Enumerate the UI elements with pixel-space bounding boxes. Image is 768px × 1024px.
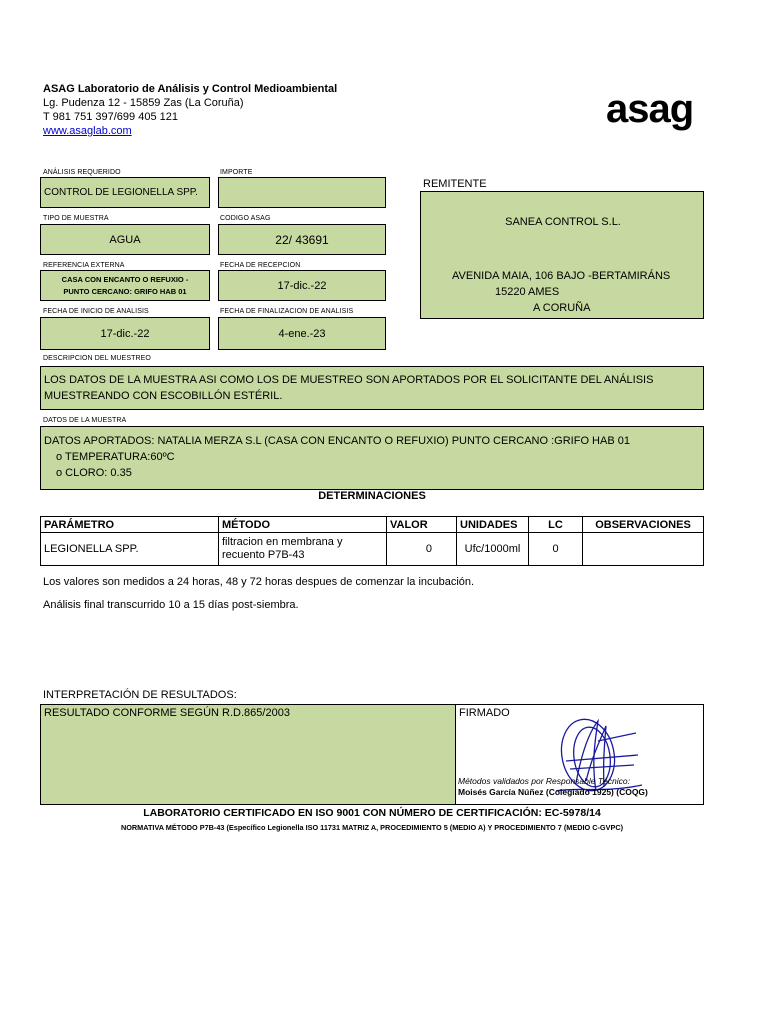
datos-label: DATOS DE LA MUESTRA [43,417,127,424]
datos-line3: o CLORO: 0.35 [56,467,132,479]
recepcion-label: FECHA DE RECEPCION [220,262,301,269]
header-valor: VALOR [387,517,457,533]
importe-field [218,177,386,208]
cell-valor: 0 [387,533,457,566]
note-line2: Análisis final transcurrido 10 a 15 días post-siembra. [43,599,299,611]
remitente-province: A CORUÑA [533,302,591,314]
table-header-row [41,517,704,533]
lab-address: Lg. Pudenza 12 - 15859 Zas (La Coruña) [43,97,244,109]
metodo-line1: filtracion en membrana y [222,536,343,548]
remitente-street: AVENIDA MAIA, 106 BAJO -BERTAMIRÁNS [452,270,671,282]
referencia-field [40,270,210,301]
tipo-label: TIPO DE MUESTRA [43,215,109,222]
remitente-postal: 15220 AMES [495,286,560,298]
remitente-label: REMITENTE [423,178,487,190]
header-parametro: PARÁMETRO [41,517,219,533]
descripcion-label: DESCRIPCION DEL MUESTREO [43,355,151,362]
tipo-field: AGUA [40,224,210,255]
referencia-line2: PUNTO CERCANO: GRIFO HAB 01 [63,287,187,296]
metodo-line2: recuento P7B-43 [222,549,305,561]
finalizacion-label: FECHA DE FINALIZACION DE ANALISIS [220,308,354,315]
lab-name: ASAG Laboratorio de Análisis y Control Medioambiental [43,83,338,95]
referencia-line1: CASA CON ENCANTO O REFUXIO - [61,275,189,284]
interpretacion-label: INTERPRETACIÓN DE RESULTADOS: [43,689,237,701]
cell-lc: 0 [529,533,583,566]
cell-observaciones [583,533,704,566]
determinaciones-table [40,516,704,566]
lab-header [43,82,337,138]
header-unidades: UNIDADES [457,517,529,533]
metodos-line1: Métodos validados por Responsable Técnico: [458,776,630,786]
header-observaciones: OBSERVACIONES [583,517,704,533]
descripcion-line1: LOS DATOS DE LA MUESTRA ASI COMO LOS DE MUESTREO SON APORTADOS POR EL SOLICITANTE DEL ANÁLISIS [44,374,654,386]
footer-normativa: NORMATIVA MÉTODO P7B-43 (Específico Legionella ISO 11731 MATRIZ A, PROCEDIMIENTO 5 (MEDIO A) Y PROCEDIMIENTO 7 (MEDIO C-GVPC) [120,823,624,832]
cell-metodo [219,533,387,566]
lab-phone: T 981 751 397/699 405 121 [43,111,178,123]
recepcion-field: 17-dic.-22 [218,270,386,301]
metodos-line2: Moisés García Núñez (Colegiado 1925) (COQG) [458,787,648,797]
datos-box [40,426,704,490]
website-link[interactable]: www.asaglab.com [43,125,132,137]
datos-line2: o TEMPERATURA:60ºC [56,451,175,463]
descripcion-line2: MUESTREANDO CON ESCOBILLÓN ESTÉRIL. [44,390,283,402]
importe-label: IMPORTE [220,169,253,176]
firmado-box [455,704,704,805]
header-metodo: MÉTODO [219,517,387,533]
cell-parametro: LEGIONELLA SPP. [41,533,219,566]
inicio-field: 17-dic.-22 [40,317,210,350]
analisis-label: ANÁLISIS REQUERIDO [43,169,121,176]
finalizacion-field: 4-ene.-23 [218,317,386,350]
analisis-field: CONTROL DE LEGIONELLA SPP. [40,177,210,208]
metodos-validados [458,776,648,798]
interpretacion-box: RESULTADO CONFORME SEGÚN R.D.865/2003 [40,704,456,805]
referencia-label: REFERENCIA EXTERNA [43,262,125,269]
codigo-label: CODIGO ASAG [220,215,271,222]
footer-certification: LABORATORIO CERTIFICADO EN ISO 9001 CON NÚMERO DE CERTIFICACIÓN: EC-5978/14 [143,807,601,819]
table-row [41,533,704,566]
header-lc: LC [529,517,583,533]
inicio-label: FECHA DE INICIO DE ANALISIS [43,308,149,315]
asag-logo: asag [606,87,694,131]
descripcion-box [40,366,704,410]
datos-line1: DATOS APORTADOS: NATALIA MERZA S.L (CASA CON ENCANTO O REFUXIO) PUNTO CERCANO :GRIFO HAB 01 [44,435,630,447]
determinaciones-title: DETERMINACIONES [318,490,426,502]
codigo-field: 22/ 43691 [218,224,386,255]
note-line1: Los valores son medidos a 24 horas, 48 y 72 horas despues de comenzar la incubación. [43,576,475,588]
cell-unidades: Ufc/1000ml [457,533,529,566]
firmado-label: FIRMADO [459,707,510,719]
remitente-name: SANEA CONTROL S.L. [505,216,621,228]
remitente-box [420,191,704,319]
